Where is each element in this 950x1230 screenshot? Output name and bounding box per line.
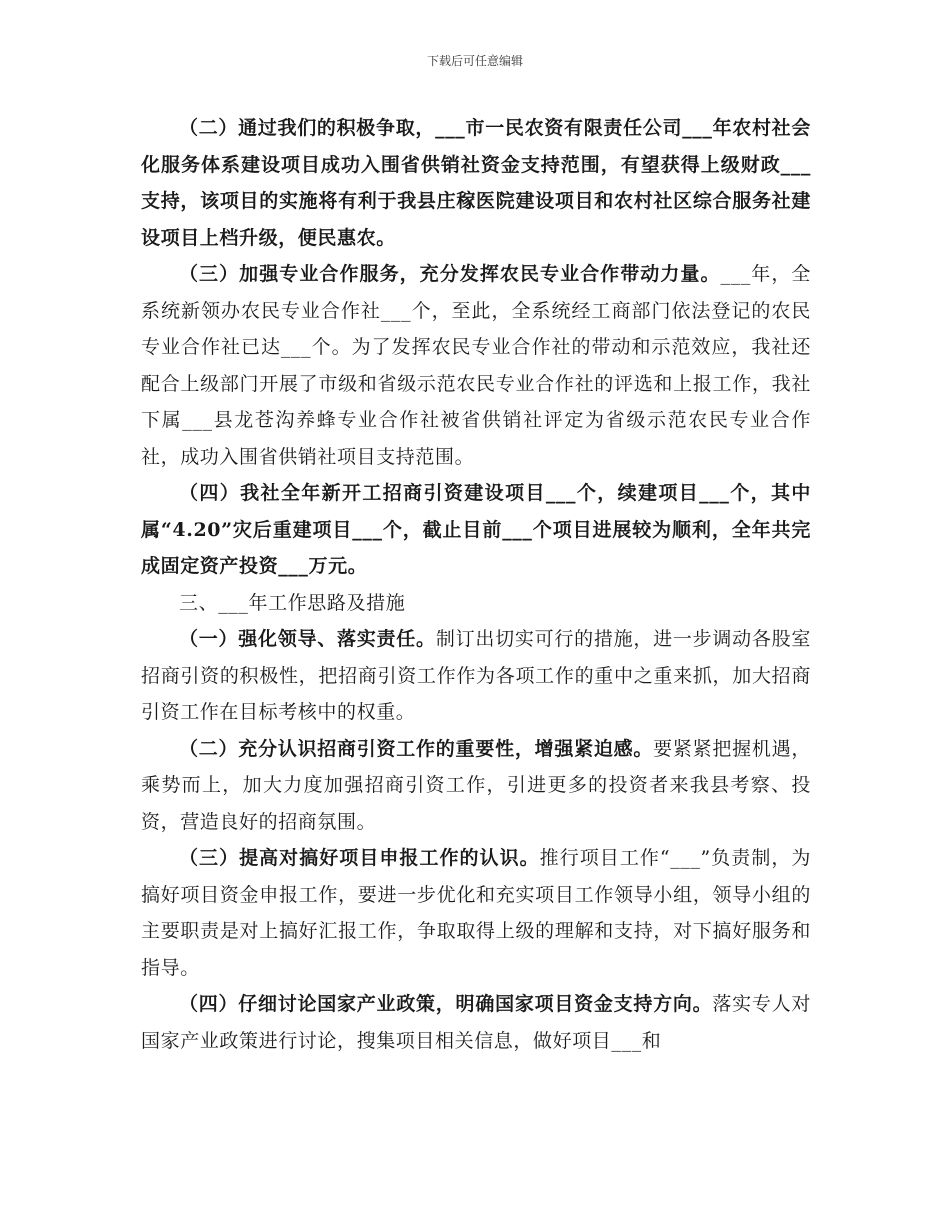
paragraph-text: ___年，全系统新领办农民专业合作社___个，至此，全系统经工商部门依法登记的农民专业合作社已达___个。为了发挥农民专业合作社的带动和示范效应，我社还配合上级部门开展了市级和省级示范农民专业合作社的评选和上报工作，我社下属___县龙苍沟养蜂专业合作社被省供销社评定为省级示范农民专业合作社，成功入围省供销社项目支持范围。 — [141, 263, 812, 468]
paragraph-lead: （四）仔细讨论国家产业政策，明确国家项目资金支持方向。 — [179, 993, 713, 1015]
section-heading-3 — [141, 585, 811, 622]
paragraph-3-2 — [141, 731, 811, 841]
page-header: 下载后可任意编辑 — [426, 54, 523, 68]
paragraph-text: 推行项目工作“___”负责制，为搞好项目资金申报工作，要进一步优化和充实项目工作领导小组，领导小组的主要职责是对上搞好汇报工作，争取取得上级的理解和支持，对下搞好服务和指导。 — [141, 847, 811, 979]
paragraph-2-4 — [141, 475, 811, 585]
paragraph-3-4 — [141, 986, 811, 1059]
paragraph-text: 制订出切实可行的措施，进一步调动各股室招商引资的积极性，把招商引资工作作为各项工作的重中之重来抓，加大招商引资工作在目标考核中的权重。 — [141, 628, 811, 723]
paragraph-3-3 — [141, 840, 811, 986]
paragraph-lead: （三）加强专业合作服务，充分发挥农民专业合作带动力量。 — [179, 263, 721, 285]
paragraph-text: （四）我社全年新开工招商引资建设项目___个，续建项目___个，其中属“4.20”灾后重建项目___个，截止目前___个项目进展较为顺利，全年共完成固定资产投资___万元。 — [141, 482, 811, 577]
paragraph-text: 要紧紧把握机遇，乘势而上，加大力度加强招商引资工作，引进更多的投资者来我县考察、投资，营造良好的招商氛围。 — [141, 737, 811, 833]
document-body — [141, 110, 811, 1059]
section-heading-text: 三、___年工作思路及措施 — [179, 591, 406, 614]
paragraph-lead: （二）充分认识招商引资工作的重要性，增强紧迫感。 — [179, 737, 654, 760]
paragraph-lead: （三）提高对搞好项目申报工作的认识。 — [179, 847, 540, 869]
paragraph-2-2 — [141, 110, 811, 256]
paragraph-text: （二）通过我们的积极争取，___市一民农资有限责任公司___年农村社会化服务体系建设项目成功入围省供销社资金支持范围，有望获得上级财政___支持，该项目的实施将有利于我县庄稼医院建设项目和农村社区综合服务社建设项目上档升级，便民惠农。 — [141, 117, 811, 249]
paragraph-2-3 — [141, 256, 811, 475]
paragraph-lead: （一）强化领导、落实责任。 — [179, 628, 436, 650]
paragraph-3-1 — [141, 621, 811, 731]
paragraph-text: 落实专人对国家产业政策进行讨论，搜集项目相关信息，做好项目___和 — [141, 993, 811, 1052]
